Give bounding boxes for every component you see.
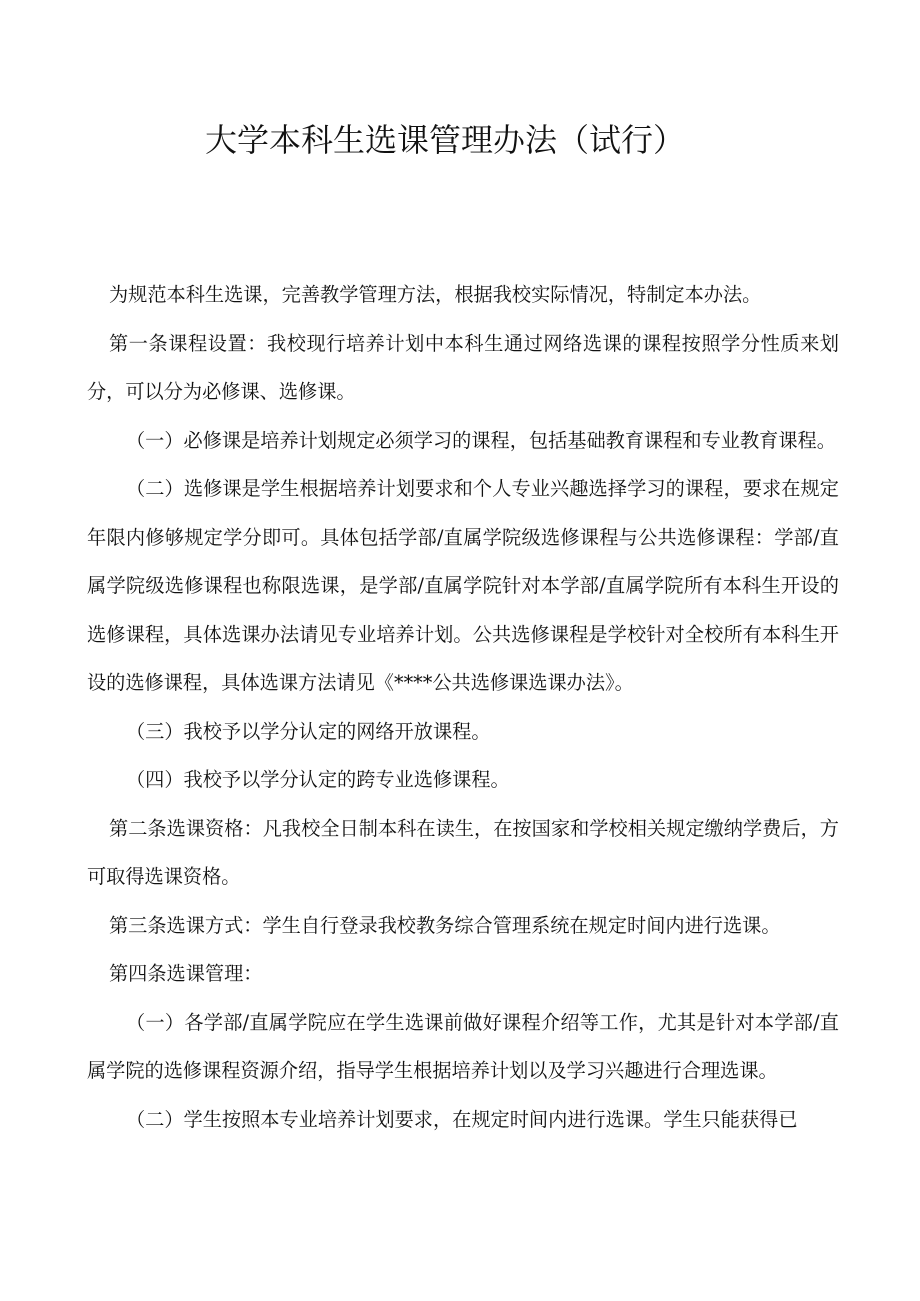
document-body (87, 271, 839, 1144)
paragraph-preamble: 为规范本科生选课，完善教学管理方法，根据我校实际情况，特制定本办法。 (109, 283, 762, 306)
paragraph-article-1: 第一条课程设置：我校现行培养计划中本科生通过网络选课的课程按照学分性质来划分，可以分为必修课、选修课。 (87, 331, 839, 403)
paragraph-article-4: 第四条选课管理： (109, 962, 263, 985)
paragraph-article-4-item-1: （一）各学部/直属学院应在学生选课前做好课程介绍等工作，尤其是针对本学部/直属学院的选修课程资源介绍，指导学生根据培养计划以及学习兴趣进行合理选课。 (87, 1010, 839, 1082)
paragraph-article-2: 第二条选课资格：凡我校全日制本科在读生，在按国家和学校相关规定缴纳学费后，方可取得选课资格。 (87, 816, 839, 888)
paragraph-article-1-item-1: （一）必修课是培养计划规定必须学习的课程，包括基础教育课程和专业教育课程。 (126, 428, 836, 452)
document-title: 大学本科生选课管理办法（试行） (204, 121, 685, 159)
paragraph-article-4-item-2: （二）学生按照本专业培养计划要求，在规定时间内进行选课。学生只能获得已 (126, 1107, 798, 1131)
paragraph-article-3: 第三条选课方式：学生自行登录我校教务综合管理系统在规定时间内进行选课。 (109, 913, 781, 937)
paragraph-article-1-item-2: （二）选修课是学生根据培养计划要求和个人专业兴趣选择学习的课程，要求在规定年限内修够规定学分即可。具体包括学部/直属学院级选修课程与公共选修课程：学部/直属学院级选修课程也称限选课，是学部/直属学院针对本学部/直属学院所有本科生开设的选修课程，具体选课办法请见专业培养计划。公共选修课程是学校针对全校所有本科生开设的选修课程，具体选课方法请见《****公共选修课选课办法》。 (87, 477, 839, 694)
paragraph-article-1-item-3: （三）我校予以学分认定的网络开放课程。 (126, 719, 491, 743)
paragraph-article-1-item-4: （四）我校予以学分认定的跨专业选修课程。 (126, 768, 510, 791)
